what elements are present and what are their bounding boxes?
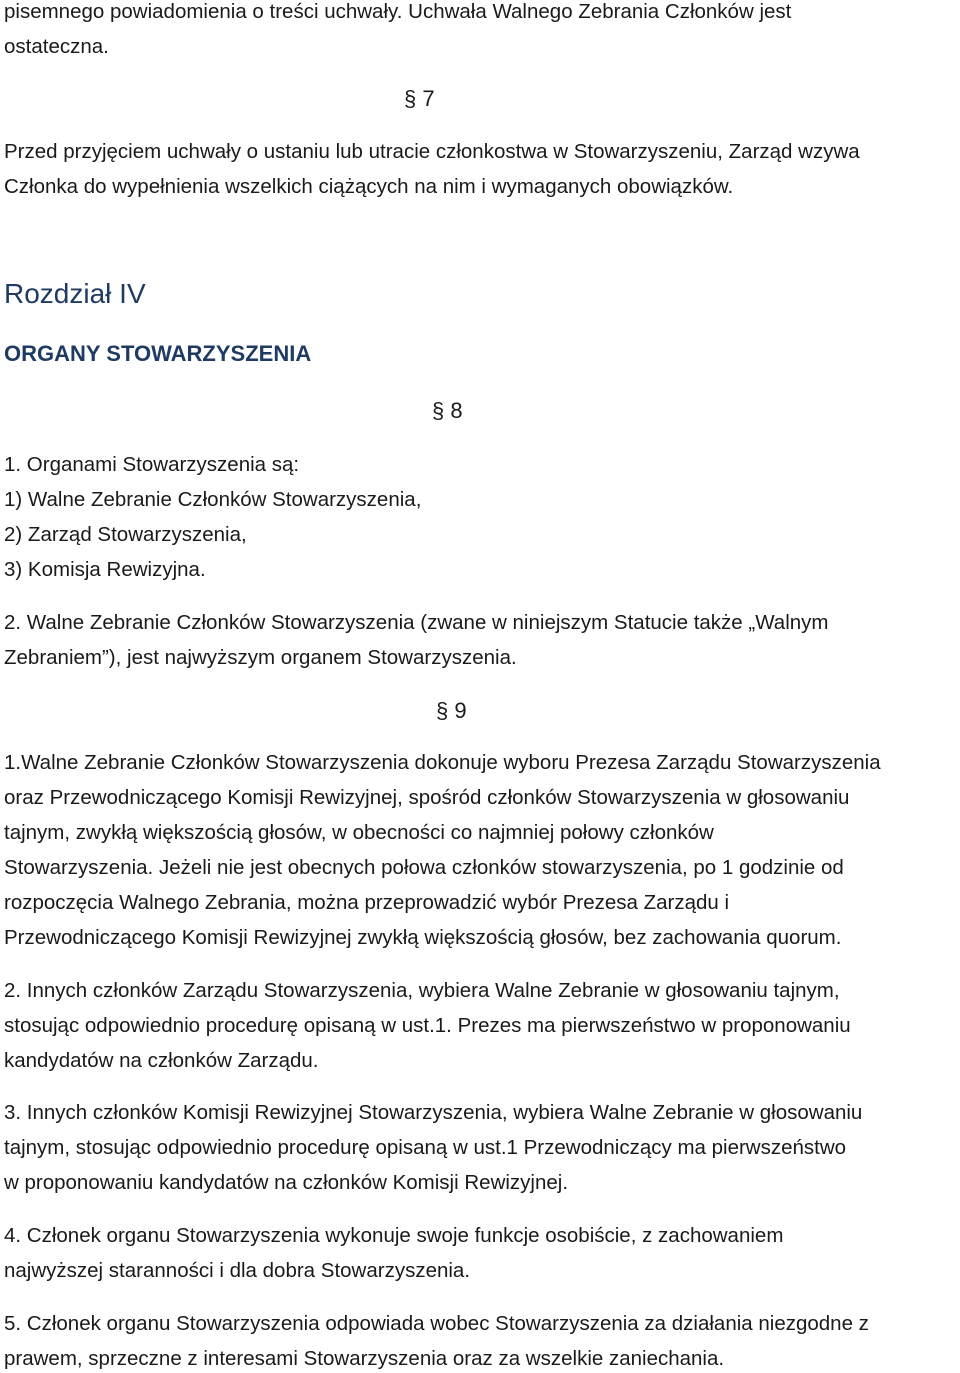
sec8-line-2: 1) Walne Zebranie Członków Stowarzyszenia, xyxy=(4,488,422,511)
sec9-line-11: tajnym, stosując odpowiednio procedurę opisaną w ust.1 Przewodniczący ma pierwszeństwo xyxy=(4,1136,847,1159)
section-9-marker: § 9 xyxy=(436,698,467,723)
sec8-line-4: 3) Komisja Rewizyjna. xyxy=(4,558,206,581)
chapter-title: Rozdział IV xyxy=(4,278,146,309)
sec8-line-6: Zebraniem”), jest najwyższym organem Stowarzyszenia. xyxy=(4,646,517,669)
sec9-line-6: Przewodniczącego Komisji Rewizyjnej zwykłą większością głosów, bez zachowania quorum. xyxy=(4,926,842,949)
intro-line-2: ostateczna. xyxy=(4,35,109,58)
sec9-line-12: w proponowaniu kandydatów na członków Komisji Rewizyjnej. xyxy=(4,1171,569,1194)
sec7-line-2: Członka do wypełnienia wszelkich ciążących na nim i wymaganych obowiązków. xyxy=(4,175,734,198)
intro-line-1: pisemnego powiadomienia o treści uchwały. Uchwała Walnego Zebrania Członków jest xyxy=(4,0,792,23)
sec9-line-1: 1.Walne Zebranie Członków Stowarzyszenia dokonuje wyboru Prezesa Zarządu Stowarzyszenia xyxy=(4,751,881,774)
sec9-line-15: 5. Członek organu Stowarzyszenia odpowiada wobec Stowarzyszenia za działania niezgodne z xyxy=(4,1312,869,1335)
sec8-line-3: 2) Zarząd Stowarzyszenia, xyxy=(4,523,247,546)
sec9-line-8: stosując odpowiednio procedurę opisaną w ust.1. Prezes ma pierwszeństwo w proponowaniu xyxy=(4,1014,851,1037)
sec9-line-3: tajnym, zwykłą większością głosów, w obecności co najmniej połowy członków xyxy=(4,821,714,844)
sec9-line-10: 3. Innych członków Komisji Rewizyjnej Stowarzyszenia, wybiera Walne Zebranie w głosowaniu xyxy=(4,1101,863,1124)
sec8-line-5: 2. Walne Zebranie Członków Stowarzyszenia (zwane w niniejszym Statucie także „Walnym xyxy=(4,611,829,634)
sec9-line-16: prawem, sprzeczne z interesami Stowarzyszenia oraz za wszelkie zaniechania. xyxy=(4,1347,725,1370)
sec9-line-2: oraz Przewodniczącego Komisji Rewizyjnej, spośród członków Stowarzyszenia w głosowaniu xyxy=(4,786,850,809)
section-8-marker: § 8 xyxy=(432,398,463,423)
sec9-line-13: 4. Członek organu Stowarzyszenia wykonuje swoje funkcje osobiście, z zachowaniem xyxy=(4,1224,784,1247)
sec9-line-4: Stowarzyszenia. Jeżeli nie jest obecnych połowa członków stowarzyszenia, po 1 godzinie od xyxy=(4,856,844,879)
sec9-line-9: kandydatów na członków Zarządu. xyxy=(4,1049,319,1072)
sec9-line-14: najwyższej staranności i dla dobra Stowarzyszenia. xyxy=(4,1259,471,1282)
sec7-line-1: Przed przyjęciem uchwały o ustaniu lub utracie członkostwa w Stowarzyszeniu, Zarząd wzywa xyxy=(4,140,860,163)
sec8-line-1: 1. Organami Stowarzyszenia są: xyxy=(4,453,300,476)
chapter-subtitle: ORGANY STOWARZYSZENIA xyxy=(4,341,312,366)
sec9-line-5: rozpoczęcia Walnego Zebrania, można przeprowadzić wybór Prezesa Zarządu i xyxy=(4,891,730,914)
section-7-marker: § 7 xyxy=(404,86,435,111)
sec9-line-7: 2. Innych członków Zarządu Stowarzyszenia, wybiera Walne Zebranie w głosowaniu tajnym, xyxy=(4,979,840,1002)
